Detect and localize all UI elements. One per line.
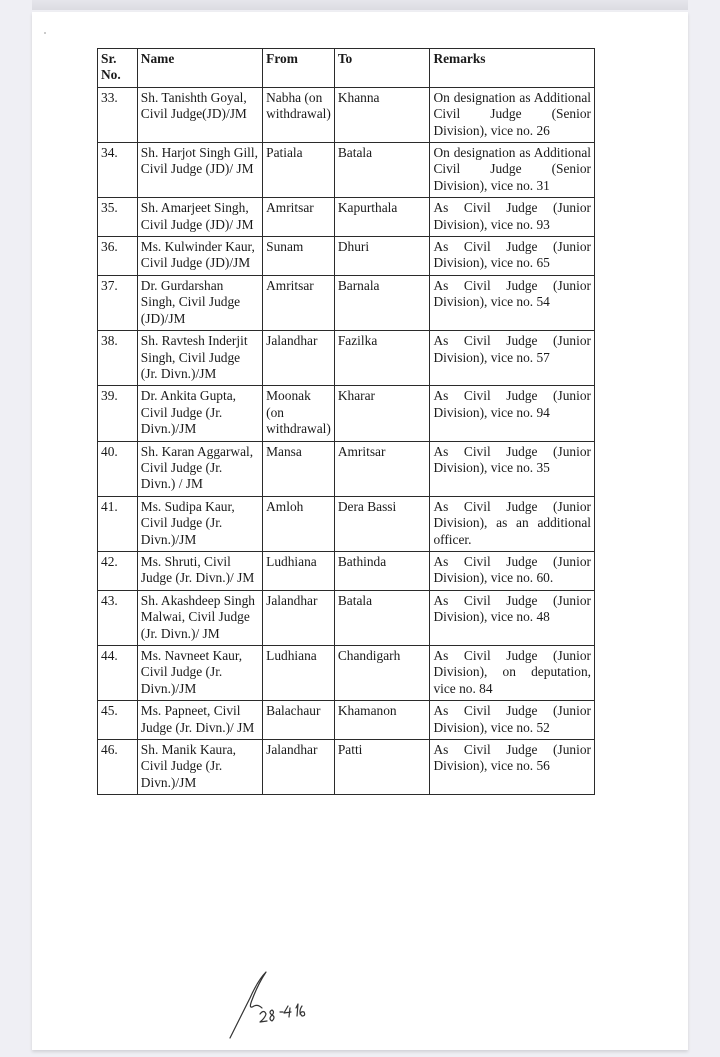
cell-to: Kharar [334, 386, 430, 441]
table-row [98, 441, 595, 496]
viewer-top-edge [32, 0, 688, 10]
cell-remarks: As Civil Judge (Junior Division), as an additional officer. [430, 496, 595, 551]
cell-to: Batala [334, 590, 430, 645]
table-row [98, 87, 595, 142]
cell-name: Sh. Ravtesh Inderjit Singh, Civil Judge (Jr. Divn.)/JM [137, 331, 262, 386]
table-row [98, 646, 595, 701]
header-remarks: Remarks [430, 49, 595, 88]
table-row [98, 275, 595, 330]
cell-sr-no: 39. [98, 386, 138, 441]
cell-remarks: As Civil Judge (Junior Division), vice no. 57 [430, 331, 595, 386]
cell-remarks: As Civil Judge (Junior Division), vice no. 48 [430, 590, 595, 645]
cell-name: Sh. Harjot Singh Gill, Civil Judge (JD)/ JM [137, 143, 262, 198]
cell-to: Amritsar [334, 441, 430, 496]
cell-remarks: As Civil Judge (Junior Division), vice no. 52 [430, 701, 595, 740]
cell-sr-no: 44. [98, 646, 138, 701]
header-to: To [334, 49, 430, 88]
cell-to: Patti [334, 740, 430, 795]
cell-name: Ms. Papneet, Civil Judge (Jr. Divn.)/ JM [137, 701, 262, 740]
table-row [98, 740, 595, 795]
cell-name: Sh. Tanishth Goyal, Civil Judge(JD)/JM [137, 87, 262, 142]
table-row [98, 143, 595, 198]
cell-from: Jalandhar [263, 590, 335, 645]
cell-sr-no: 42. [98, 551, 138, 590]
table-row [98, 386, 595, 441]
cell-to: Batala [334, 143, 430, 198]
transfer-table [97, 48, 595, 795]
cell-name: Sh. Amarjeet Singh, Civil Judge (JD)/ JM [137, 198, 262, 237]
header-name: Name [137, 49, 262, 88]
table-row [98, 701, 595, 740]
cell-from: Amloh [263, 496, 335, 551]
cell-from: Jalandhar [263, 740, 335, 795]
document-page [32, 12, 688, 1050]
cell-name: Ms. Shruti, Civil Judge (Jr. Divn.)/ JM [137, 551, 262, 590]
cell-remarks: On designation as Additional Civil Judge (Senior Division), vice no. 31 [430, 143, 595, 198]
cell-from: Balachaur [263, 701, 335, 740]
cell-to: Dera Bassi [334, 496, 430, 551]
cell-from: Mansa [263, 441, 335, 496]
cell-sr-no: 35. [98, 198, 138, 237]
cell-to: Dhuri [334, 237, 430, 276]
scan-speck [44, 32, 46, 34]
cell-sr-no: 36. [98, 237, 138, 276]
cell-remarks: As Civil Judge (Junior Division), vice no. 35 [430, 441, 595, 496]
cell-remarks: As Civil Judge (Junior Division), vice no. 94 [430, 386, 595, 441]
cell-sr-no: 46. [98, 740, 138, 795]
cell-name: Dr. Ankita Gupta, Civil Judge (Jr. Divn.)/JM [137, 386, 262, 441]
cell-from: Sunam [263, 237, 335, 276]
cell-from: Patiala [263, 143, 335, 198]
cell-name: Sh. Akashdeep Singh Malwai, Civil Judge (Jr. Divn.)/ JM [137, 590, 262, 645]
table-row [98, 551, 595, 590]
cell-remarks: As Civil Judge (Junior Division), vice no. 65 [430, 237, 595, 276]
table-row [98, 237, 595, 276]
cell-name: Dr. Gurdarshan Singh, Civil Judge (JD)/JM [137, 275, 262, 330]
cell-from: Moonak (on withdrawal) [263, 386, 335, 441]
cell-from: Nabha (on withdrawal) [263, 87, 335, 142]
cell-remarks: As Civil Judge (Junior Division), vice no. 93 [430, 198, 595, 237]
cell-name: Ms. Navneet Kaur, Civil Judge (Jr. Divn.)/JM [137, 646, 262, 701]
cell-sr-no: 33. [98, 87, 138, 142]
cell-to: Kapurthala [334, 198, 430, 237]
signature-stroke [230, 972, 266, 1038]
cell-name: Ms. Kulwinder Kaur, Civil Judge (JD)/JM [137, 237, 262, 276]
handwritten-signature [228, 970, 348, 1040]
cell-to: Bathinda [334, 551, 430, 590]
table-row [98, 590, 595, 645]
cell-remarks: As Civil Judge (Junior Division), vice no. 60. [430, 551, 595, 590]
cell-from: Amritsar [263, 198, 335, 237]
cell-from: Ludhiana [263, 551, 335, 590]
signature-date-stroke [260, 1004, 305, 1022]
table-row [98, 331, 595, 386]
header-from: From [263, 49, 335, 88]
cell-sr-no: 43. [98, 590, 138, 645]
cell-remarks: As Civil Judge (Junior Division), vice no. 56 [430, 740, 595, 795]
cell-remarks: On designation as Additional Civil Judge (Senior Division), vice no. 26 [430, 87, 595, 142]
table-header-row [98, 49, 595, 88]
cell-to: Khanna [334, 87, 430, 142]
cell-sr-no: 40. [98, 441, 138, 496]
cell-remarks: As Civil Judge (Junior Division), vice no. 54 [430, 275, 595, 330]
cell-sr-no: 41. [98, 496, 138, 551]
cell-sr-no: 34. [98, 143, 138, 198]
cell-sr-no: 45. [98, 701, 138, 740]
header-sr-no: Sr. No. [98, 49, 138, 88]
cell-to: Fazilka [334, 331, 430, 386]
cell-sr-no: 37. [98, 275, 138, 330]
cell-from: Jalandhar [263, 331, 335, 386]
cell-name: Sh. Manik Kaura, Civil Judge (Jr. Divn.)/JM [137, 740, 262, 795]
cell-to: Chandigarh [334, 646, 430, 701]
cell-name: Ms. Sudipa Kaur, Civil Judge (Jr. Divn.)/JM [137, 496, 262, 551]
cell-from: Ludhiana [263, 646, 335, 701]
cell-name: Sh. Karan Aggarwal, Civil Judge (Jr. Divn.) / JM [137, 441, 262, 496]
cell-sr-no: 38. [98, 331, 138, 386]
cell-to: Barnala [334, 275, 430, 330]
table-row [98, 198, 595, 237]
cell-to: Khamanon [334, 701, 430, 740]
table-row [98, 496, 595, 551]
cell-from: Amritsar [263, 275, 335, 330]
cell-remarks: As Civil Judge (Junior Division), on deputation, vice no. 84 [430, 646, 595, 701]
